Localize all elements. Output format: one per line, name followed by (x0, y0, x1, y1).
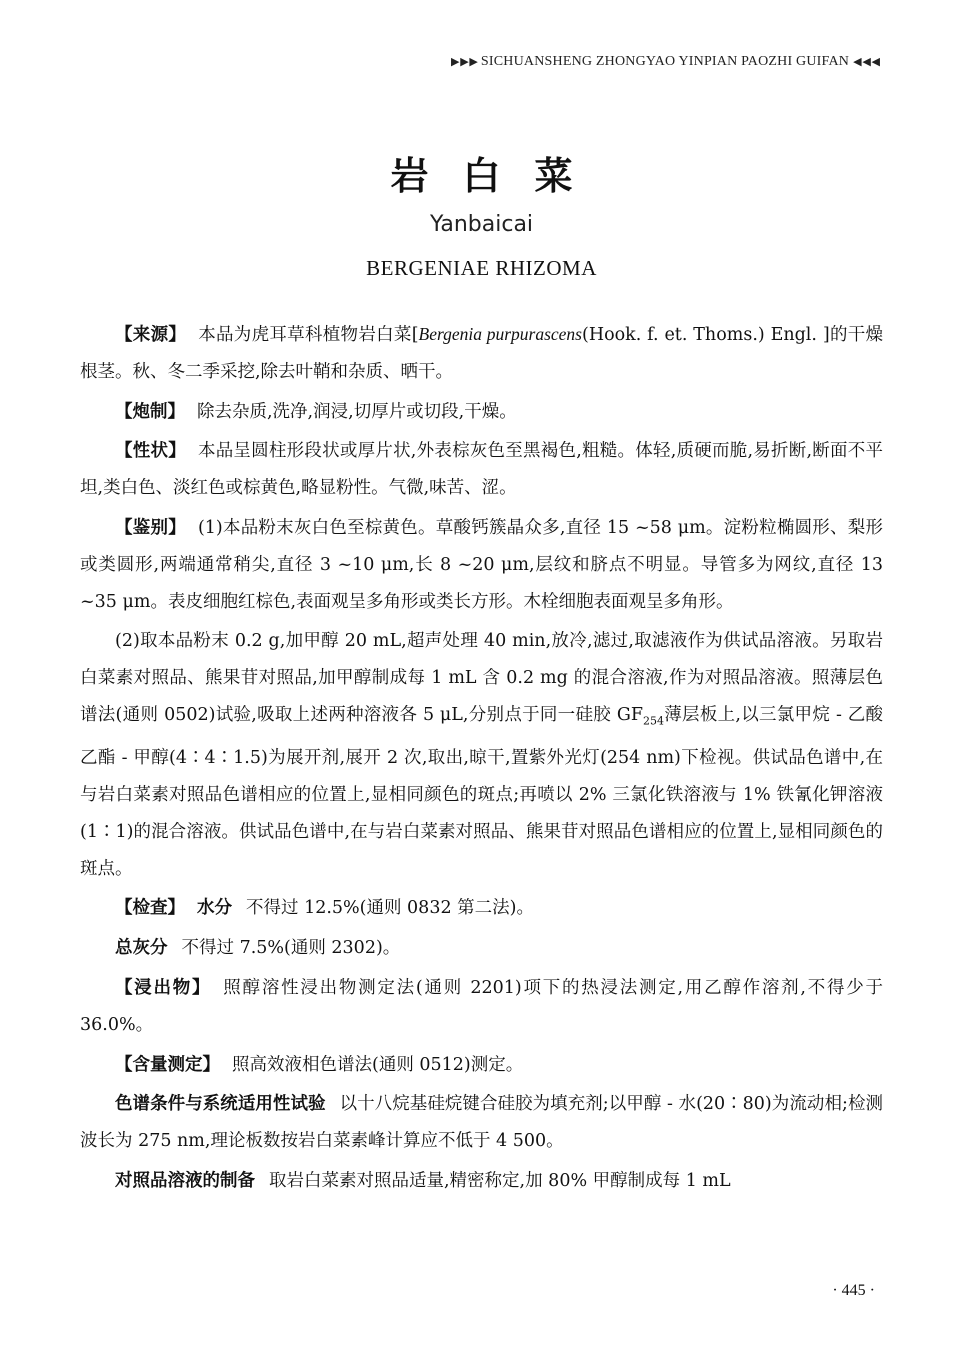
header-title: SICHUANSHENG ZHONGYAO YINPIAN PAOZHI GUIFAN (480, 54, 850, 69)
processing-tag: 【炮制】 (115, 401, 185, 422)
reference-label: 对照品溶液的制备 (115, 1171, 255, 1192)
identification-text-1: (1)本品粉末灰白色至棕黄色。草酸钙簇晶众多,直径 15 ~58 μm。淀粉粒椭圆形、梨形或类圆形,两端通常稍尖,直径 3 ~10 μm,长 8 ~20 μm,层纹和脐点不明显。导管多为网纹,直径 13 ~35 μm。表皮细胞红棕色,表面观呈多角形或类长方形。木栓细胞表面观呈多角形。 (80, 517, 883, 612)
extract-tag: 【浸出物】 (115, 978, 212, 999)
monograph-body (80, 316, 883, 1203)
identification-text-2b: 薄层板上,以三氯甲烷 - 乙酸乙酯 - 甲醇(4∶4∶1.5)为展开剂,展开 2 次,取出,晾干,置紫外光灯(254 nm)下检视。供试品色谱中,在与岩白菜素对照品色谱相应的位置上,显相同颜色的斑点;再喷以 2% 三氯化铁溶液与 1% 铁氰化钾溶液(1∶1)的混合溶液。供试品色谱中,在与岩白菜素对照品、熊果苷对照品色谱相应的位置上,显相同颜色的斑点。 (80, 704, 883, 879)
conditions-label: 色谱条件与系统适用性试验 (115, 1094, 326, 1115)
inspection-moisture-paragraph (80, 890, 883, 927)
reference-text: 取岩白菜素对照品适量,精密称定,加 80% 甲醇制成每 1 mL (269, 1171, 731, 1192)
arrow-left-icons: ◀ ◀ ◀ (853, 56, 879, 68)
running-header (447, 54, 883, 70)
conditions-paragraph (80, 1086, 883, 1160)
page-number: · 445 · (832, 1282, 875, 1299)
identification-paragraph-1 (80, 510, 883, 620)
ash-label: 总灰分 (115, 938, 168, 959)
extract-paragraph (80, 970, 883, 1044)
ash-text: 不得过 7.5%(通则 2302)。 (181, 938, 401, 959)
assay-tag: 【含量测定】 (115, 1054, 220, 1075)
identification-paragraph-2 (80, 623, 883, 887)
inspection-ash-paragraph (80, 930, 883, 967)
inspection-tag: 【检查】 (115, 898, 185, 919)
moisture-label: 水分 (197, 898, 232, 919)
identification-subscript: 254 (642, 714, 664, 728)
moisture-text: 不得过 12.5%(通则 0832 第二法)。 (246, 898, 534, 919)
title-chinese: 岩白菜 (390, 153, 607, 198)
description-tag: 【性状】 (115, 441, 186, 462)
source-text-a: 本品为虎耳草科植物岩白菜[ (198, 325, 419, 345)
processing-text: 除去杂质,洗净,润浸,切厚片或切段,干燥。 (197, 401, 517, 422)
extract-text: 照醇溶性浸出物测定法(通则 2201)项下的热浸法测定,用乙醇作溶剂,不得少于 36.0%。 (80, 978, 883, 1035)
assay-text: 照高效液相色谱法(通则 0512)测定。 (232, 1054, 524, 1075)
identification-text-2a: (2)取本品粉末 0.2 g,加甲醇 20 mL,超声处理 40 min,放冷,滤过,取滤液作为供试品溶液。另取岩白菜素对照品、熊果苷对照品,加甲醇制成每 1 mL 含 0.2 mg 的混合溶液,作为对照品溶液。照薄层色谱法(通则 0502)试验,吸取上述两种溶液各 5 μL,分别点于同一硅胶 GF (80, 631, 883, 725)
conditions-text: 以十八烷基硅烷键合硅胶为填充剂;以甲醇 - 水(20∶80)为流动相;检测波长为 275 nm,理论板数按岩白菜素峰计算应不低于 4 500。 (80, 1094, 883, 1152)
assay-paragraph (80, 1047, 883, 1084)
source-paragraph (80, 316, 883, 391)
source-text-b: (Hook. f. et. Thoms.) Engl. ]的干燥根茎。秋、冬二季采挖,除去叶鞘和杂质、晒干。 (80, 325, 884, 382)
identification-tag: 【鉴别】 (115, 517, 186, 538)
latin-species-name: Bergenia purpurascens (418, 324, 582, 344)
processing-paragraph (80, 394, 883, 431)
title-pinyin: Yanbaicai (429, 212, 534, 237)
source-tag: 【来源】 (115, 325, 187, 345)
description-text: 本品呈圆柱形段状或厚片状,外表棕灰色至黑褐色,粗糙。体轻,质硬而脆,易折断,断面不平坦,类白色、淡红色或棕黄色,略显粉性。气微,味苦、涩。 (80, 441, 884, 499)
title-latin: BERGENIAE RHIZOMA (366, 256, 597, 280)
reference-paragraph (80, 1163, 883, 1200)
description-paragraph (80, 433, 883, 507)
arrow-right-icons: ▶ ▶ ▶ (451, 56, 477, 68)
title-block (0, 150, 963, 282)
